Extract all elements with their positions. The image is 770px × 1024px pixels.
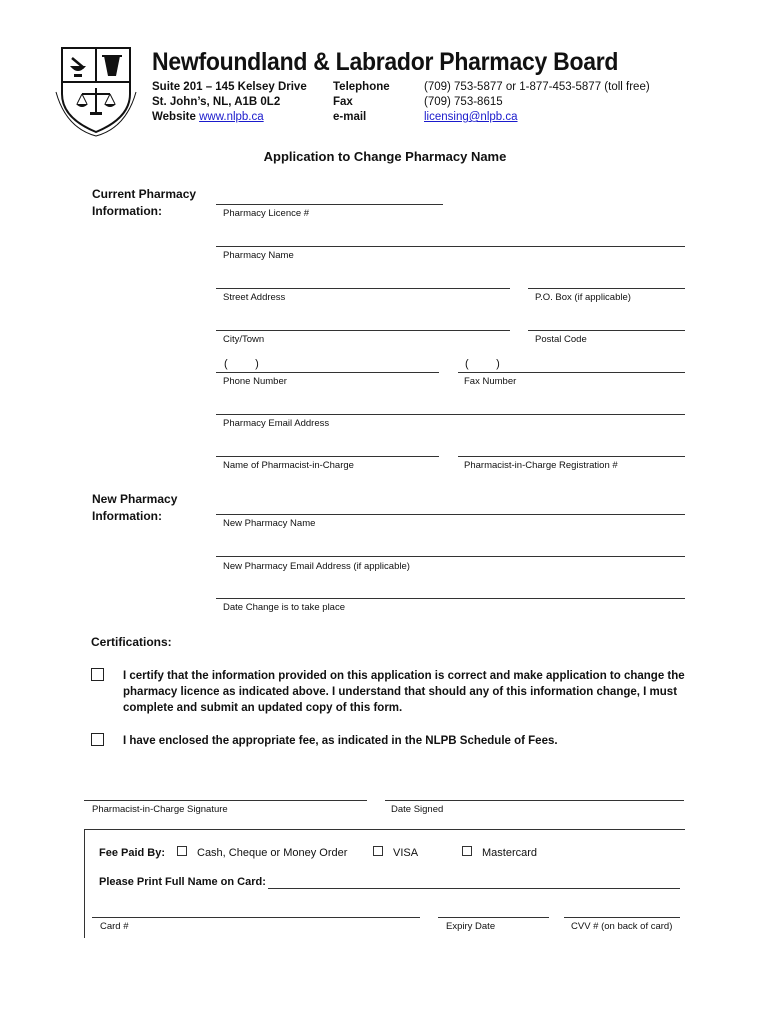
licence-field[interactable] bbox=[216, 204, 443, 205]
fee-option-visa[interactable] bbox=[373, 846, 418, 859]
website-row bbox=[152, 110, 307, 125]
telephone-value: (709) 753-5877 or 1-877-453-5877 (toll free) bbox=[424, 81, 650, 93]
address-line1: Suite 201 – 145 Kelsey Drive bbox=[152, 81, 307, 93]
date-signed-label: Date Signed bbox=[391, 804, 444, 815]
change-date-field[interactable] bbox=[216, 598, 685, 599]
fee-option-mastercard[interactable] bbox=[462, 846, 537, 859]
certifications-heading: Certifications: bbox=[91, 635, 172, 649]
mastercard-checkbox[interactable] bbox=[462, 846, 472, 856]
postal-label: Postal Code bbox=[535, 334, 587, 345]
fee-paid-label: Fee Paid By: bbox=[99, 847, 166, 859]
pic-name-label: Name of Pharmacist-in-Charge bbox=[223, 460, 354, 471]
licence-label: Pharmacy Licence # bbox=[223, 208, 310, 219]
email-label: e-mail bbox=[333, 111, 367, 123]
phone-area-code: ( ) bbox=[224, 358, 259, 370]
cert1-text: I certify that the information provided on this application is correct and make application to change the pharmacy licence as indicated above. I understand that should any of this information change, I must complete and submit an updated copy of this form. bbox=[123, 670, 685, 714]
signature-label: Pharmacist-in-Charge Signature bbox=[92, 804, 228, 815]
new-name-field[interactable] bbox=[216, 514, 685, 515]
visa-checkbox[interactable] bbox=[373, 846, 383, 856]
telephone-label: Telephone bbox=[333, 81, 390, 93]
pharmacy-email-field[interactable] bbox=[216, 414, 685, 415]
website-label: Website bbox=[152, 111, 196, 123]
street-field[interactable] bbox=[216, 288, 510, 289]
city-label: City/Town bbox=[223, 334, 265, 345]
board-logo bbox=[52, 42, 140, 138]
pic-reg-label: Pharmacist-in-Charge Registration # bbox=[464, 460, 618, 471]
phone-label: Phone Number bbox=[223, 376, 287, 387]
mastercard-label: Mastercard bbox=[482, 847, 538, 859]
form-title: Application to Change Pharmacy Name bbox=[263, 149, 507, 164]
street-label: Street Address bbox=[223, 292, 286, 303]
fax-field[interactable] bbox=[458, 372, 685, 373]
cvv-field[interactable] bbox=[564, 917, 680, 918]
new-email-field[interactable] bbox=[216, 556, 685, 557]
fax-label-field: Fax Number bbox=[464, 376, 517, 387]
date-signed-field[interactable] bbox=[385, 800, 684, 801]
cvv-label: CVV # (on back of card) bbox=[571, 921, 673, 932]
new-name-label: New Pharmacy Name bbox=[223, 518, 316, 529]
po-box-field[interactable] bbox=[528, 288, 685, 289]
pharmacy-name-field[interactable] bbox=[216, 246, 685, 247]
address-line2: St. John’s, NL, A1B 0L2 bbox=[152, 96, 281, 108]
card-name-field[interactable] bbox=[268, 888, 680, 889]
visa-label: VISA bbox=[393, 847, 419, 859]
signature-field[interactable] bbox=[84, 800, 367, 801]
current-heading bbox=[92, 186, 196, 220]
pharmacy-name-label: Pharmacy Name bbox=[223, 250, 294, 261]
pharmacy-email-label: Pharmacy Email Address bbox=[223, 418, 330, 429]
city-field[interactable] bbox=[216, 330, 510, 331]
pic-name-field[interactable] bbox=[216, 456, 439, 457]
cash-label: Cash, Cheque or Money Order bbox=[197, 847, 348, 859]
fax-label: Fax bbox=[333, 96, 353, 108]
fee-option-cash[interactable] bbox=[177, 846, 347, 859]
cert1-checkbox[interactable] bbox=[91, 668, 104, 681]
cert2-text: I have enclosed the appropriate fee, as indicated in the NLPB Schedule of Fees. bbox=[123, 735, 558, 747]
org-title: Newfoundland & Labrador Pharmacy Board bbox=[152, 48, 619, 76]
new-email-label: New Pharmacy Email Address (if applicable) bbox=[223, 561, 410, 572]
current-heading-line1: Current Pharmacy bbox=[92, 187, 197, 201]
phone-field[interactable] bbox=[216, 372, 439, 373]
new-heading-line2: Information: bbox=[92, 509, 162, 523]
postal-field[interactable] bbox=[528, 330, 685, 331]
card-number-label: Card # bbox=[100, 921, 129, 932]
pic-reg-field[interactable] bbox=[458, 456, 685, 457]
fax-value: (709) 753-8615 bbox=[424, 96, 503, 108]
print-name-label: Please Print Full Name on Card: bbox=[99, 876, 266, 888]
email-link[interactable]: licensing@nlpb.ca bbox=[424, 111, 518, 123]
cash-checkbox[interactable] bbox=[177, 846, 187, 856]
new-heading bbox=[92, 491, 177, 525]
new-heading-line1: New Pharmacy bbox=[92, 492, 178, 506]
expiry-label: Expiry Date bbox=[446, 921, 496, 932]
fax-area-code: ( ) bbox=[465, 358, 500, 370]
website-link[interactable]: www.nlpb.ca bbox=[199, 111, 264, 123]
change-date-label: Date Change is to take place bbox=[223, 602, 345, 613]
po-box-label: P.O. Box (if applicable) bbox=[535, 292, 631, 303]
current-heading-line2: Information: bbox=[92, 204, 162, 218]
cert2-checkbox[interactable] bbox=[91, 733, 104, 746]
card-number-field[interactable] bbox=[92, 917, 420, 918]
expiry-field[interactable] bbox=[438, 917, 549, 918]
